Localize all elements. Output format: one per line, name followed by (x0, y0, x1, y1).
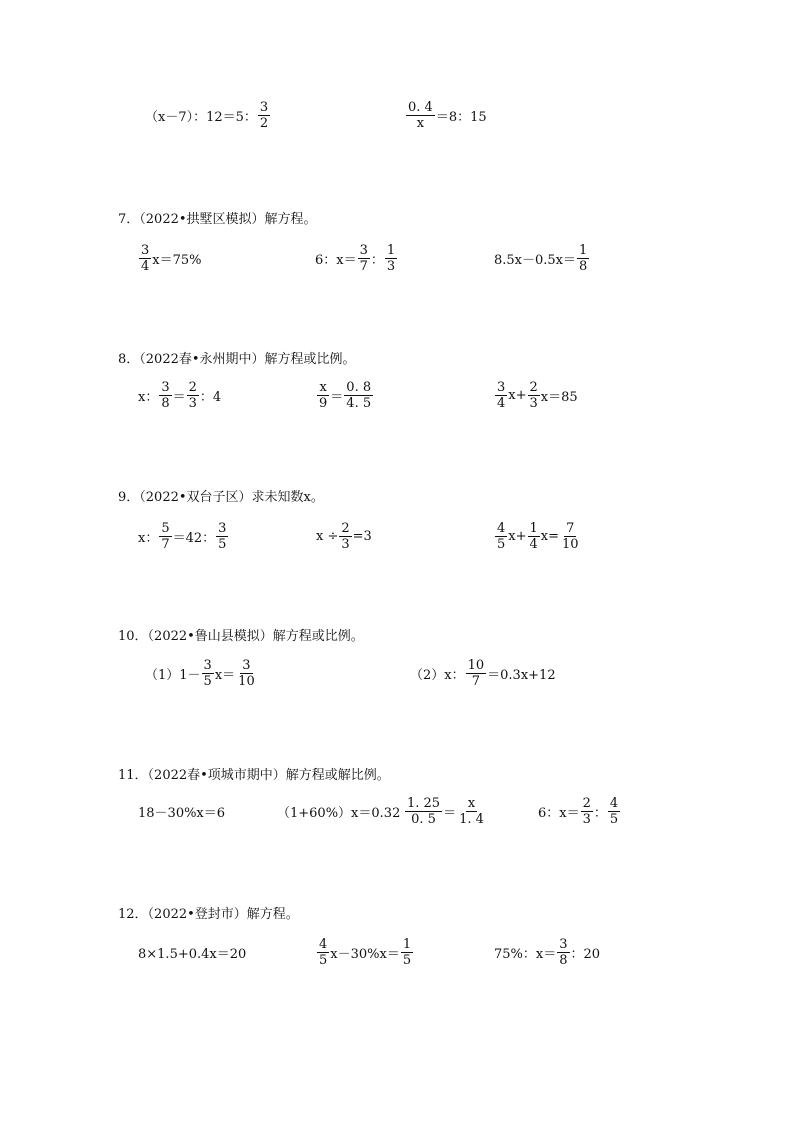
fraction (577, 243, 589, 274)
fraction-denominator: 5 (319, 952, 328, 968)
equation-text: （2）x： (410, 667, 465, 683)
fraction-numerator: 10 (467, 657, 485, 673)
equation (316, 375, 374, 415)
equation (315, 238, 398, 278)
equation-text: ： (593, 805, 607, 821)
fraction-numerator: 1. 25 (407, 795, 441, 811)
equation-text: 8×1.5+0.4x＝20 (138, 946, 247, 962)
fraction-denominator: 3 (386, 258, 396, 274)
equation-text: x ÷ (316, 528, 339, 544)
fraction-numerator: 2 (341, 520, 350, 536)
equation-text: x： (138, 530, 159, 546)
equation-text: x= (540, 528, 560, 544)
fraction-denominator: 8 (161, 395, 170, 411)
fraction (344, 380, 373, 411)
fraction-numerator: 4 (497, 520, 506, 536)
fraction (406, 100, 435, 131)
fraction (236, 658, 257, 689)
fraction (557, 937, 569, 968)
fraction-numerator: 3 (559, 936, 568, 952)
fraction-denominator: 8 (579, 258, 588, 274)
equation (316, 932, 414, 972)
fraction-numerator: x (319, 379, 327, 395)
fraction-numerator: 2 (188, 379, 197, 395)
fraction-numerator: 3 (359, 242, 368, 258)
fraction (608, 796, 620, 827)
equation (494, 375, 578, 415)
fraction (466, 658, 487, 689)
equation-text: 6：x＝ (315, 252, 357, 268)
fraction (317, 380, 329, 411)
problem-header: 11．（2022春•项城市期中）解方程或解比例。 (118, 768, 390, 783)
fraction-denominator: 7 (161, 536, 170, 552)
equation-text: ＝ (330, 389, 344, 405)
fraction-numerator: 0. 8 (346, 379, 372, 395)
problem-header: 8．（2022春•永州期中）解方程或比例。 (118, 352, 356, 367)
fraction (560, 521, 581, 552)
fraction-denominator: 5 (497, 536, 506, 552)
fraction-denominator: 4 (141, 258, 150, 274)
problem-header: 10．（2022•鲁山县模拟）解方程或比例。 (118, 629, 364, 644)
equation (494, 932, 600, 972)
equation-text: x＝75% (152, 252, 202, 268)
fraction-numerator: 3 (242, 657, 251, 673)
equation-text: ＝ (443, 805, 457, 821)
equation-text: x+ (508, 528, 527, 544)
equation (145, 653, 258, 693)
fraction-denominator: 9 (319, 395, 328, 411)
equation-text: ： (370, 252, 384, 268)
fraction-denominator: 4 (497, 395, 506, 411)
fraction-denominator: 10 (238, 673, 255, 689)
equation-text: （1+60%）x＝0.32 (277, 805, 401, 821)
equation-text: ：20 (570, 946, 601, 962)
equation-text: ＝ (172, 389, 186, 405)
equation (138, 375, 221, 415)
fraction-denominator: 3 (529, 395, 538, 411)
fraction-numerator: 7 (566, 520, 575, 536)
fraction-numerator: 1 (529, 520, 538, 536)
fraction (528, 380, 540, 411)
equation (138, 932, 246, 972)
equation-text: ：4 (199, 389, 222, 405)
equation (138, 791, 225, 831)
equation (277, 791, 400, 831)
fraction-denominator: 5 (218, 536, 227, 552)
fraction (202, 658, 214, 689)
fraction (405, 796, 442, 827)
fraction-numerator: 2 (582, 795, 591, 811)
equation-text: ＝0.3x+12 (487, 667, 556, 683)
fraction (581, 796, 593, 827)
equation-text: x： (138, 389, 159, 405)
equation-text: （x－7）：12＝5： (145, 109, 257, 125)
fraction (187, 380, 199, 411)
problem-header: 12．（2022•登封市）解方程。 (118, 907, 299, 922)
fraction (358, 243, 370, 274)
fraction-denominator: x (416, 115, 425, 131)
equation-text: 75%：x＝ (494, 946, 557, 962)
equation (316, 516, 372, 556)
fraction-numerator: 1 (386, 242, 396, 258)
fraction (339, 521, 351, 552)
equation-text: （1）1－ (145, 667, 201, 683)
fraction-denominator: 5 (402, 952, 412, 968)
fraction (216, 521, 228, 552)
problem-header: 9．（2022•双台子区）求未知数x。 (118, 490, 324, 505)
fraction-numerator: 4 (609, 795, 619, 811)
fraction (495, 380, 507, 411)
equation (410, 653, 556, 693)
fraction-numerator: 1 (579, 242, 588, 258)
fraction (457, 796, 486, 827)
equation-text: x＝85 (540, 389, 578, 405)
fraction-denominator: 3 (582, 811, 591, 827)
fraction (139, 243, 151, 274)
fraction-denominator: 2 (259, 115, 269, 131)
fraction-denominator: 0. 5 (411, 811, 436, 827)
fraction-numerator: 4 (319, 936, 328, 952)
fraction-numerator: 0. 4 (408, 99, 433, 115)
fraction-numerator: 3 (203, 657, 212, 673)
fraction (401, 937, 413, 968)
fraction-denominator: 10 (562, 536, 579, 552)
fraction (495, 521, 507, 552)
fraction-numerator: 1 (402, 936, 412, 952)
problem-header: 7．（2022•拱墅区模拟）解方程。 (118, 212, 317, 227)
fraction-numerator: 3 (218, 520, 227, 536)
fraction (385, 243, 397, 274)
equation-text: 8.5x－0.5x＝ (494, 252, 577, 268)
fraction-numerator: 3 (259, 99, 269, 115)
fraction (159, 521, 171, 552)
equation (538, 791, 621, 831)
equation-text: x－30%x＝ (330, 946, 400, 962)
equation-text: x+ (508, 387, 527, 403)
equation-text: x＝ (214, 667, 236, 683)
equation-text: ＝8：15 (435, 109, 487, 125)
fraction-numerator: 2 (529, 379, 538, 395)
fraction-numerator: 3 (161, 379, 170, 395)
fraction-denominator: 3 (188, 395, 197, 411)
fraction (528, 521, 540, 552)
fraction-denominator: 3 (341, 536, 350, 552)
fraction (258, 100, 270, 131)
fraction-denominator: 5 (203, 673, 212, 689)
equation (145, 95, 271, 135)
fraction-denominator: 4. 5 (346, 395, 372, 411)
equation-text: 6：x＝ (538, 805, 580, 821)
equation (405, 95, 487, 135)
equation (404, 791, 487, 831)
equation (138, 238, 202, 278)
equation (494, 238, 590, 278)
fraction-denominator: 7 (471, 673, 481, 689)
fraction (159, 380, 171, 411)
fraction (317, 937, 329, 968)
fraction-numerator: 5 (161, 520, 170, 536)
equation (494, 516, 582, 556)
fraction-denominator: 7 (359, 258, 368, 274)
equation (138, 516, 229, 556)
fraction-denominator: 8 (559, 952, 568, 968)
fraction-denominator: 1. 4 (459, 811, 484, 827)
fraction-denominator: 5 (609, 811, 619, 827)
equation-text: ＝42： (172, 530, 216, 546)
fraction-numerator: 3 (141, 242, 150, 258)
fraction-denominator: 4 (529, 536, 538, 552)
equation-text: 18－30%x＝6 (138, 805, 226, 821)
equation-text: =3 (352, 528, 372, 544)
fraction-numerator: 3 (497, 379, 506, 395)
fraction-numerator: x (467, 795, 476, 811)
